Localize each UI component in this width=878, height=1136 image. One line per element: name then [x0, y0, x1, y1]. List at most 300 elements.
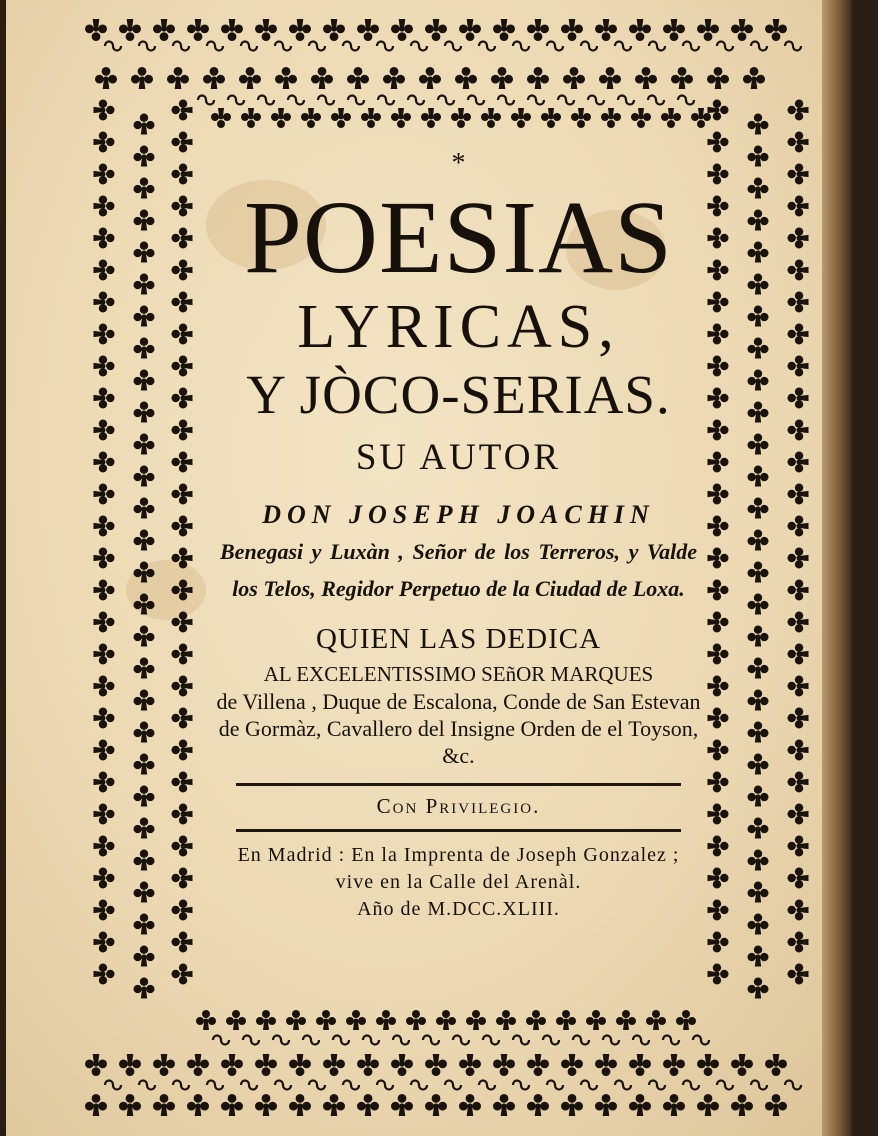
fleuron-ornament — [661, 108, 681, 128]
fleuron-ornament — [788, 612, 809, 633]
scroll-ornament — [479, 42, 495, 51]
fleuron-ornament — [311, 67, 333, 89]
fleuron-ornament — [119, 19, 141, 41]
fleuron-ornament — [94, 324, 115, 345]
imprint-block — [216, 842, 701, 923]
fleuron-ornament — [708, 324, 729, 345]
scroll-ornament — [241, 42, 257, 51]
scroll-ornament — [377, 1081, 393, 1090]
scroll-ornament — [648, 96, 664, 105]
fleuron-ornament — [743, 67, 765, 89]
fleuron-ornament — [172, 612, 193, 633]
scroll-ornament — [258, 96, 274, 105]
fleuron-ornament — [708, 836, 729, 857]
author-name: DON JOSEPH JOACHIN — [262, 500, 655, 529]
fleuron-ornament — [134, 882, 155, 903]
fleuron-ornament — [459, 1094, 481, 1116]
fleuron-ornament — [748, 338, 769, 359]
fleuron-ornament — [256, 1010, 276, 1030]
scroll-ornament — [663, 1036, 679, 1045]
scroll-ornament — [105, 1081, 121, 1090]
fleuron-ornament — [788, 228, 809, 249]
fleuron-ornament — [708, 292, 729, 313]
fleuron-ornament — [172, 164, 193, 185]
fleuron-ornament — [676, 1010, 696, 1030]
fleuron-ornament — [323, 1054, 345, 1076]
fleuron-ornament — [134, 210, 155, 231]
fleuron-ornament — [708, 164, 729, 185]
fleuron-ornament — [493, 1054, 515, 1076]
fleuron-ornament — [134, 306, 155, 327]
fleuron-ornament — [94, 836, 115, 857]
scroll-ornament — [547, 42, 563, 51]
fleuron-ornament — [94, 420, 115, 441]
fleuron-ornament — [788, 836, 809, 857]
fleuron-ornament — [289, 19, 311, 41]
fleuron-ornament — [595, 1054, 617, 1076]
fleuron-ornament — [646, 1010, 666, 1030]
fleuron-ornament — [748, 434, 769, 455]
fleuron-ornament — [94, 260, 115, 281]
scroll-ornament — [603, 1036, 619, 1045]
fleuron-ornament — [255, 1054, 277, 1076]
fleuron-ornament — [172, 292, 193, 313]
fleuron-ornament — [708, 516, 729, 537]
fleuron-ornament — [788, 164, 809, 185]
scroll-ornament — [528, 96, 544, 105]
fleuron-ornament — [119, 1054, 141, 1076]
fleuron-ornament — [631, 108, 651, 128]
scroll-ornament — [411, 42, 427, 51]
fleuron-ornament — [708, 132, 729, 153]
dedication-text: de Villena , Duque de Escalona, Conde de San Estevan de Gormàz, Cavallero del Insigne Orden de el Toyson, &c. — [216, 689, 701, 768]
fleuron-ornament — [134, 530, 155, 551]
scroll-ornament — [649, 42, 665, 51]
fleuron-ornament — [94, 452, 115, 473]
fleuron-ornament — [255, 19, 277, 41]
fleuron-ornament — [172, 356, 193, 377]
divider-rule — [236, 783, 681, 786]
fleuron-ornament — [481, 108, 501, 128]
fleuron-ornament — [289, 1094, 311, 1116]
scroll-ornament — [513, 1081, 529, 1090]
scroll-ornament — [343, 1081, 359, 1090]
scroll-ornament — [288, 96, 304, 105]
fleuron-ornament — [172, 132, 193, 153]
fleuron-ornament — [493, 19, 515, 41]
fleuron-ornament — [134, 946, 155, 967]
scroll-ornament — [751, 42, 767, 51]
scroll-ornament — [717, 1081, 733, 1090]
fleuron-ornament — [134, 498, 155, 519]
fleuron-ornament — [346, 1010, 366, 1030]
fleuron-ornament — [94, 580, 115, 601]
fleuron-ornament — [425, 1094, 447, 1116]
fleuron-ornament — [323, 19, 345, 41]
fleuron-ornament — [85, 19, 107, 41]
scroll-ornament — [393, 1036, 409, 1045]
fleuron-ornament — [788, 644, 809, 665]
scroll-ornament — [445, 1081, 461, 1090]
scroll-ornament — [573, 1036, 589, 1045]
fleuron-ornament — [94, 772, 115, 793]
fleuron-ornament — [172, 228, 193, 249]
scroll-ornament — [343, 42, 359, 51]
fleuron-ornament — [788, 772, 809, 793]
scroll-ornament — [207, 42, 223, 51]
privilege-line: Con Privilegio. — [376, 794, 541, 818]
scroll-ornament — [588, 96, 604, 105]
fleuron-ornament — [663, 1094, 685, 1116]
fleuron-ornament — [361, 108, 381, 128]
fleuron-ornament — [595, 19, 617, 41]
fleuron-ornament — [275, 67, 297, 89]
scroll-ornament — [105, 42, 121, 51]
scroll-ornament — [348, 96, 364, 105]
fleuron-ornament — [134, 978, 155, 999]
fleuron-ornament — [134, 658, 155, 679]
fleuron-ornament — [172, 324, 193, 345]
fleuron-ornament — [357, 19, 379, 41]
fleuron-ornament — [788, 132, 809, 153]
fleuron-ornament — [221, 1054, 243, 1076]
fleuron-ornament — [563, 67, 585, 89]
fleuron-ornament — [455, 67, 477, 89]
fleuron-ornament — [94, 740, 115, 761]
scroll-ornament — [243, 1036, 259, 1045]
scroll-ornament — [581, 42, 597, 51]
scroll-ornament — [615, 1081, 631, 1090]
fleuron-ornament — [748, 178, 769, 199]
fleuron-ornament — [748, 242, 769, 263]
fleuron-ornament — [301, 108, 321, 128]
fleuron-ornament — [708, 196, 729, 217]
fleuron-ornament — [347, 67, 369, 89]
fleuron-ornament — [94, 964, 115, 985]
scroll-ornament — [198, 96, 214, 105]
fleuron-ornament — [748, 274, 769, 295]
scroll-ornament — [438, 96, 454, 105]
fleuron-ornament — [635, 67, 657, 89]
fleuron-ornament — [172, 580, 193, 601]
scroll-ornament — [445, 42, 461, 51]
fleuron-ornament — [731, 1094, 753, 1116]
scroll-ornament — [275, 1081, 291, 1090]
fleuron-ornament — [788, 420, 809, 441]
fleuron-ornament — [748, 914, 769, 935]
fleuron-ornament — [541, 108, 561, 128]
fleuron-ornament — [172, 900, 193, 921]
fleuron-ornament — [629, 1054, 651, 1076]
fleuron-ornament — [788, 324, 809, 345]
scroll-ornament — [468, 96, 484, 105]
fleuron-ornament — [221, 1094, 243, 1116]
fleuron-ornament — [406, 1010, 426, 1030]
fleuron-ornament — [226, 1010, 246, 1030]
fleuron-ornament — [94, 292, 115, 313]
fleuron-ornament — [153, 1094, 175, 1116]
imprint-year: Año de M.DCC.XLIII. — [357, 898, 560, 920]
scroll-ornament — [423, 1036, 439, 1045]
fleuron-ornament — [748, 498, 769, 519]
fleuron-ornament — [708, 964, 729, 985]
fleuron-ornament — [708, 804, 729, 825]
fleuron-ornament — [708, 740, 729, 761]
fleuron-ornament — [708, 484, 729, 505]
fleuron-ornament — [94, 868, 115, 889]
scroll-ornament — [649, 1081, 665, 1090]
fleuron-ornament — [134, 466, 155, 487]
fleuron-ornament — [94, 164, 115, 185]
scroll-ornament — [309, 1081, 325, 1090]
scroll-ornament — [717, 42, 733, 51]
author-heading: SU AUTOR — [355, 437, 562, 478]
fleuron-ornament — [134, 242, 155, 263]
fleuron-ornament — [172, 196, 193, 217]
fleuron-ornament — [511, 108, 531, 128]
fleuron-ornament — [765, 1054, 787, 1076]
fleuron-ornament — [788, 676, 809, 697]
fleuron-ornament — [134, 850, 155, 871]
fleuron-ornament — [172, 868, 193, 889]
fleuron-ornament — [172, 260, 193, 281]
fleuron-ornament — [491, 67, 513, 89]
fleuron-ornament — [561, 1054, 583, 1076]
scroll-ornament — [333, 1036, 349, 1045]
fleuron-ornament — [748, 114, 769, 135]
fleuron-ornament — [748, 818, 769, 839]
fleuron-ornament — [466, 1010, 486, 1030]
scroll-ornament — [275, 42, 291, 51]
fleuron-ornament — [788, 964, 809, 985]
fleuron-ornament — [85, 1094, 107, 1116]
fleuron-ornament — [527, 1094, 549, 1116]
fleuron-ornament — [748, 754, 769, 775]
fleuron-ornament — [788, 804, 809, 825]
fleuron-ornament — [94, 516, 115, 537]
fleuron-ornament — [748, 626, 769, 647]
fleuron-ornament — [748, 530, 769, 551]
fleuron-ornament — [748, 306, 769, 327]
fleuron-ornament — [788, 356, 809, 377]
fleuron-ornament — [131, 67, 153, 89]
fleuron-ornament — [94, 932, 115, 953]
scroll-ornament — [173, 1081, 189, 1090]
fleuron-ornament — [496, 1010, 516, 1030]
fleuron-ornament — [788, 708, 809, 729]
fleuron-ornament — [255, 1094, 277, 1116]
book-gutter — [822, 0, 852, 1136]
fleuron-ornament — [134, 594, 155, 615]
fleuron-ornament — [527, 19, 549, 41]
scroll-ornament — [363, 1036, 379, 1045]
fleuron-ornament — [134, 754, 155, 775]
fleuron-ornament — [748, 690, 769, 711]
fleuron-ornament — [94, 804, 115, 825]
fleuron-ornament — [419, 67, 441, 89]
fleuron-ornament — [788, 100, 809, 121]
fleuron-ornament — [527, 67, 549, 89]
fleuron-ornament — [331, 108, 351, 128]
fleuron-ornament — [134, 338, 155, 359]
fleuron-ornament — [94, 548, 115, 569]
fleuron-ornament — [94, 356, 115, 377]
scroll-ornament — [173, 42, 189, 51]
fleuron-ornament — [134, 626, 155, 647]
fleuron-ornament — [94, 388, 115, 409]
fleuron-ornament — [391, 1054, 413, 1076]
fleuron-ornament — [323, 1094, 345, 1116]
fleuron-ornament — [357, 1054, 379, 1076]
fleuron-ornament — [708, 932, 729, 953]
fleuron-ornament — [94, 644, 115, 665]
scroll-ornament — [751, 1081, 767, 1090]
fleuron-ornament — [187, 19, 209, 41]
fleuron-ornament — [748, 882, 769, 903]
fleuron-ornament — [172, 804, 193, 825]
fleuron-ornament — [748, 370, 769, 391]
fleuron-ornament — [94, 676, 115, 697]
fleuron-ornament — [731, 19, 753, 41]
fleuron-ornament — [241, 108, 261, 128]
scroll-ornament — [581, 1081, 597, 1090]
fleuron-ornament — [94, 228, 115, 249]
scroll-ornament — [318, 96, 334, 105]
scroll-ornament — [139, 42, 155, 51]
fleuron-ornament — [708, 452, 729, 473]
fleuron-ornament — [134, 178, 155, 199]
scroll-ornament — [207, 1081, 223, 1090]
scroll-ornament — [513, 1036, 529, 1045]
fleuron-ornament — [561, 1094, 583, 1116]
fleuron-ornament — [708, 420, 729, 441]
fleuron-ornament — [586, 1010, 606, 1030]
dedication-head: AL EXCELENTISSIMO SEñOR MARQUES — [263, 662, 654, 686]
fleuron-ornament — [788, 196, 809, 217]
fleuron-ornament — [391, 1094, 413, 1116]
fleuron-ornament — [172, 484, 193, 505]
fleuron-ornament — [172, 516, 193, 537]
fleuron-ornament — [788, 388, 809, 409]
fleuron-ornament — [134, 274, 155, 295]
fleuron-ornament — [493, 1094, 515, 1116]
fleuron-ornament — [425, 1054, 447, 1076]
fleuron-ornament — [697, 19, 719, 41]
scroll-ornament — [241, 1081, 257, 1090]
fleuron-ornament — [172, 964, 193, 985]
fleuron-ornament — [286, 1010, 306, 1030]
fleuron-ornament — [601, 108, 621, 128]
fleuron-ornament — [134, 370, 155, 391]
fleuron-ornament — [383, 67, 405, 89]
dedication-intro: QUIEN LAS DEDICA — [315, 623, 602, 655]
fleuron-ornament — [172, 420, 193, 441]
fleuron-ornament — [708, 580, 729, 601]
fleuron-ornament — [94, 484, 115, 505]
fleuron-ornament — [134, 786, 155, 807]
fleuron-ornament — [94, 100, 115, 121]
scroll-ornament — [558, 96, 574, 105]
fleuron-ornament — [172, 100, 193, 121]
fleuron-ornament — [134, 690, 155, 711]
scroll-ornament — [453, 1036, 469, 1045]
fleuron-ornament — [708, 868, 729, 889]
fleuron-ornament — [172, 676, 193, 697]
fleuron-ornament — [556, 1010, 576, 1030]
fleuron-ornament — [697, 1094, 719, 1116]
fleuron-ornament — [425, 19, 447, 41]
scroll-ornament — [273, 1036, 289, 1045]
fleuron-ornament — [788, 516, 809, 537]
fleuron-ornament — [663, 19, 685, 41]
scroll-ornament — [633, 1036, 649, 1045]
fleuron-ornament — [391, 19, 413, 41]
fleuron-ornament — [748, 466, 769, 487]
fleuron-ornament — [85, 1054, 107, 1076]
fleuron-ornament — [153, 1054, 175, 1076]
fleuron-ornament — [526, 1010, 546, 1030]
fleuron-ornament — [134, 114, 155, 135]
fleuron-ornament — [788, 292, 809, 313]
fleuron-ornament — [153, 19, 175, 41]
fleuron-ornament — [376, 1010, 396, 1030]
scroll-ornament — [309, 42, 325, 51]
fleuron-ornament — [788, 580, 809, 601]
fleuron-ornament — [748, 210, 769, 231]
fleuron-ornament — [708, 708, 729, 729]
scroll-ornament — [785, 1081, 801, 1090]
fleuron-ornament — [788, 868, 809, 889]
title-page — [6, 0, 852, 1136]
fleuron-ornament — [748, 850, 769, 871]
fleuron-ornament — [571, 108, 591, 128]
author-block — [216, 496, 701, 607]
scroll-ornament — [377, 42, 393, 51]
scroll-ornament — [785, 42, 801, 51]
dedication-block — [216, 661, 701, 769]
fleuron-ornament — [708, 356, 729, 377]
scroll-ornament — [547, 1081, 563, 1090]
fleuron-ornament — [671, 67, 693, 89]
fleuron-ornament — [788, 932, 809, 953]
fleuron-ornament — [708, 644, 729, 665]
fleuron-ornament — [748, 946, 769, 967]
fleuron-ornament — [172, 452, 193, 473]
fleuron-ornament — [788, 484, 809, 505]
fleuron-ornament — [421, 108, 441, 128]
fleuron-ornament — [748, 978, 769, 999]
scroll-ornament — [411, 1081, 427, 1090]
imprint-text: En Madrid : En la Imprenta de Joseph Gonzalez ; vive en la Calle del Arenàl. — [237, 844, 680, 893]
fleuron-ornament — [134, 434, 155, 455]
fleuron-ornament — [788, 260, 809, 281]
fleuron-ornament — [697, 1054, 719, 1076]
scroll-ornament — [683, 42, 699, 51]
fleuron-ornament — [748, 146, 769, 167]
scroll-ornament — [498, 96, 514, 105]
fleuron-ornament — [708, 388, 729, 409]
divider-rule — [236, 829, 681, 832]
fleuron-ornament — [748, 562, 769, 583]
fleuron-ornament — [172, 740, 193, 761]
author-titles: Benegasi y Luxàn , Señor de los Terreros, y Valde los Telos, Regidor Perpetuo de la Ciudad de Loxa. — [220, 539, 697, 601]
fleuron-ornament — [94, 900, 115, 921]
fleuron-ornament — [765, 19, 787, 41]
fleuron-ornament — [527, 1054, 549, 1076]
fleuron-ornament — [595, 1094, 617, 1116]
fleuron-ornament — [788, 740, 809, 761]
fleuron-ornament — [748, 786, 769, 807]
